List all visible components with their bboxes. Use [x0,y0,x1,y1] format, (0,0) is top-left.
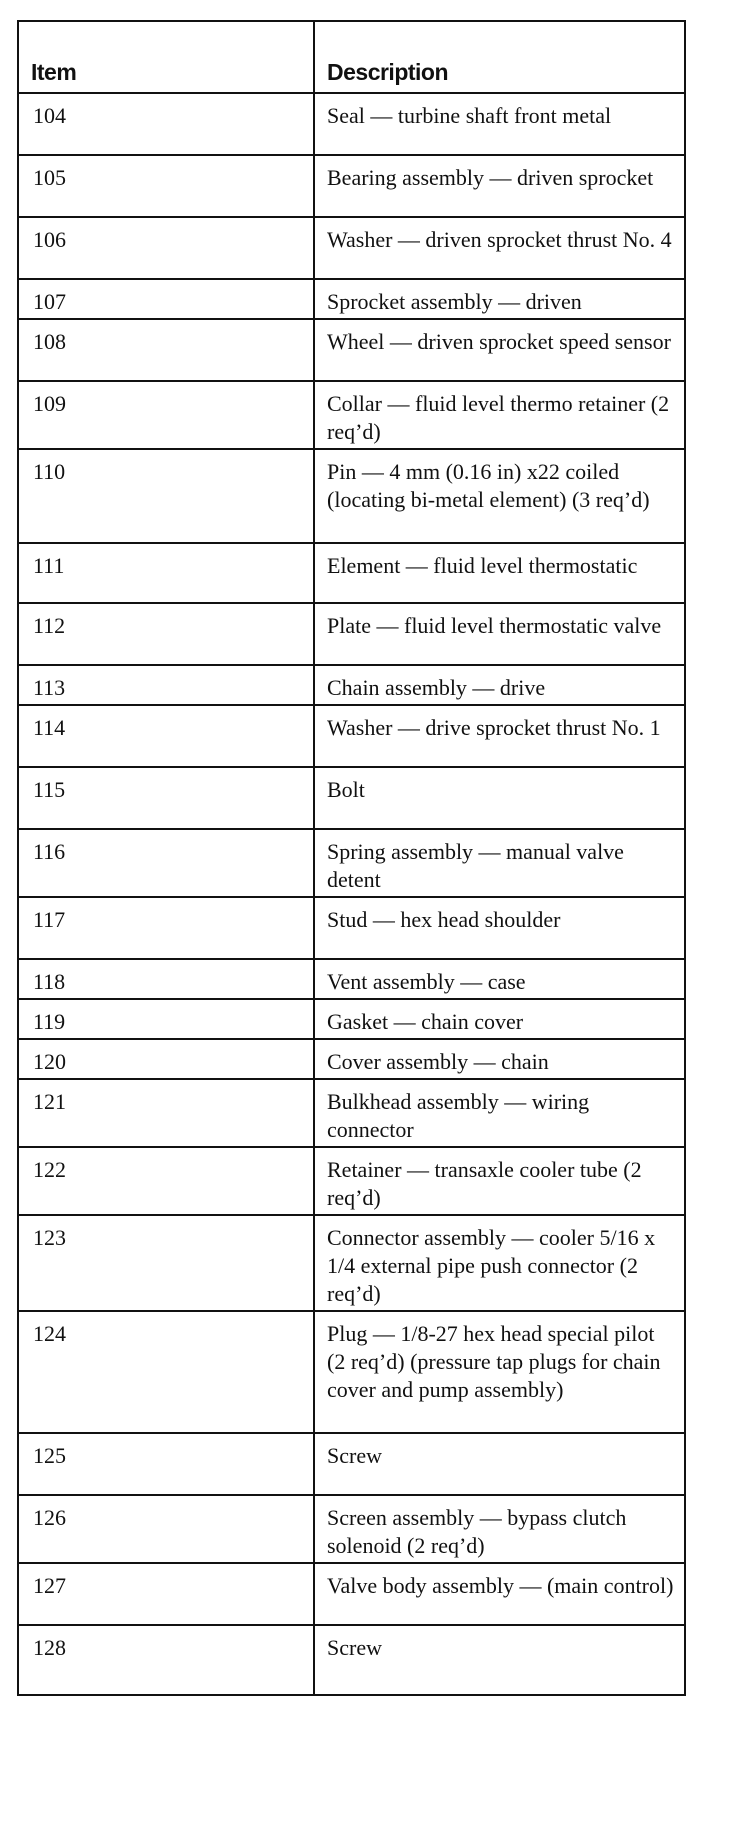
item-description: Bearing assembly — driven sprocket [314,155,685,217]
header-row [18,21,685,93]
table-row [18,1563,685,1625]
item-number: 106 [18,217,314,279]
item-description: Screen assembly — bypass clutch solenoid (2 req’d) [314,1495,685,1563]
item-number: 110 [18,449,314,543]
item-description: Chain assembly — drive [314,665,685,705]
item-description: Washer — drive sprocket thrust No. 1 [314,705,685,767]
item-description: Collar — fluid level thermo retainer (2 req’d) [314,381,685,449]
table-row [18,543,685,603]
table-body [18,93,685,1695]
table-row [18,1495,685,1563]
table-row [18,319,685,381]
table-row [18,217,685,279]
item-description: Screw [314,1433,685,1495]
item-description: Pin — 4 mm (0.16 in) x22 coiled (locating bi-metal element) (3 req’d) [314,449,685,543]
item-description: Bolt [314,767,685,829]
item-description: Washer — driven sprocket thrust No. 4 [314,217,685,279]
item-number: 104 [18,93,314,155]
item-description: Plate — fluid level thermostatic valve [314,603,685,665]
item-number: 114 [18,705,314,767]
table-row [18,603,685,665]
table-row [18,767,685,829]
item-description: Bulkhead assembly — wiring connector [314,1079,685,1147]
table-row [18,829,685,897]
table-row [18,1311,685,1433]
item-description: Gasket — chain cover [314,999,685,1039]
table-row [18,449,685,543]
item-number: 123 [18,1215,314,1311]
item-column-header: Item [18,21,314,93]
item-description: Spring assembly — manual valve detent [314,829,685,897]
table-row [18,665,685,705]
item-description: Vent assembly — case [314,959,685,999]
item-description: Plug — 1/8-27 hex head special pilot (2 req’d) (pressure tap plugs for chain cover and pump assembly) [314,1311,685,1433]
item-number: 105 [18,155,314,217]
table-row [18,1039,685,1079]
parts-table [17,20,686,1696]
item-description: Seal — turbine shaft front metal [314,93,685,155]
table-row [18,1215,685,1311]
item-number: 111 [18,543,314,603]
table-row [18,1079,685,1147]
description-column-header: Description [314,21,685,93]
item-description: Wheel — driven sprocket speed sensor [314,319,685,381]
item-number: 117 [18,897,314,959]
item-number: 124 [18,1311,314,1433]
item-number: 119 [18,999,314,1039]
table-row [18,705,685,767]
item-description: Screw [314,1625,685,1695]
table-row [18,1625,685,1695]
item-number: 127 [18,1563,314,1625]
item-number: 121 [18,1079,314,1147]
table-row [18,999,685,1039]
table-row [18,1433,685,1495]
item-description: Connector assembly — cooler 5/16 x 1/4 external pipe push connector (2 req’d) [314,1215,685,1311]
table-row [18,93,685,155]
item-number: 126 [18,1495,314,1563]
table-row [18,959,685,999]
item-number: 128 [18,1625,314,1695]
table-row [18,155,685,217]
table-row [18,279,685,319]
item-number: 107 [18,279,314,319]
item-description: Valve body assembly — (main control) [314,1563,685,1625]
item-description: Stud — hex head shoulder [314,897,685,959]
item-number: 113 [18,665,314,705]
item-number: 122 [18,1147,314,1215]
item-number: 109 [18,381,314,449]
table-row [18,1147,685,1215]
item-number: 116 [18,829,314,897]
item-description: Retainer — transaxle cooler tube (2 req’d) [314,1147,685,1215]
item-number: 118 [18,959,314,999]
item-number: 125 [18,1433,314,1495]
item-number: 112 [18,603,314,665]
item-number: 108 [18,319,314,381]
table-row [18,381,685,449]
item-description: Cover assembly — chain [314,1039,685,1079]
item-description: Element — fluid level thermostatic [314,543,685,603]
item-number: 120 [18,1039,314,1079]
table-row [18,897,685,959]
item-description: Sprocket assembly — driven [314,279,685,319]
item-number: 115 [18,767,314,829]
